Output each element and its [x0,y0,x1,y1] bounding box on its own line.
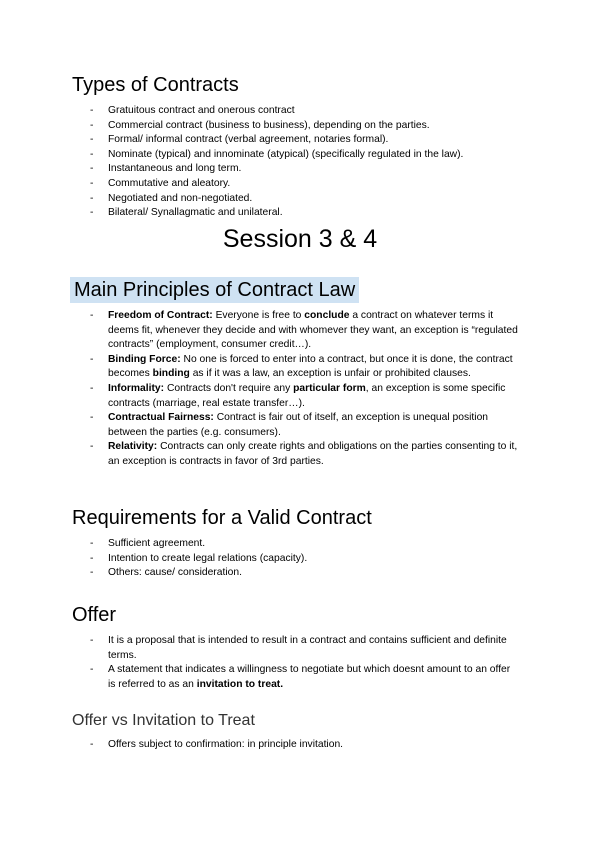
requirements-heading: Requirements for a Valid Contract [72,507,372,529]
principle-text: Contract is fair out of itself, an exception is unequal position between the parties (e.g. consumers). [108,412,489,438]
principle-text: Contracts can only create rights and obligations on the parties consenting to it, an exception is contracts in favor of 3rd parties. [108,441,518,467]
list-item [90,663,520,692]
list-item: - Instantaneous and long term. [90,162,520,177]
list-item [90,634,520,663]
principle-text: Everyone is free to [212,310,305,321]
principles-list [90,309,520,470]
requirements-list [90,537,520,581]
principle-term: Binding Force: [108,353,181,365]
principle-emphasis: conclude [304,310,350,321]
list-item: - Sufficient agreement. [90,537,520,552]
list-item [90,411,520,440]
principle-text: Contracts don't require any [164,382,294,394]
types-heading: Types of Contracts [72,74,239,96]
list-item: - Others: cause/ consideration. [90,566,520,581]
principle-text: a contract on whatever terms it deems fit, whenever they decide and with whomever they want, an exception is “regulated contracts” (employment, consumer credit…). [108,310,518,351]
offer-text: It is a proposal that is intended to result in a contract and contains sufficient and definite terms. [108,635,507,661]
types-list [90,104,520,221]
list-item: - Negotiated and non-negotiated. [90,192,520,207]
principle-text: as if it was a law, an exception is unfair or prohibited clauses. [189,368,471,380]
list-item [90,309,520,353]
offer-heading: Offer [72,604,117,626]
principles-heading [72,278,359,302]
list-item: - Gratuitous contract and onerous contract [90,104,520,119]
principle-term: Informality: [108,382,165,394]
principle-term: Freedom of Contract: [108,310,213,321]
list-item: - Bilateral/ Synallagmatic and unilateral. [90,206,520,221]
list-item: - Nominate (typical) and innominate (atypical) (specifically regulated in the law). [90,148,520,163]
offer-list [90,634,520,692]
offer-vs-heading: Offer vs Invitation to Treat [72,712,255,729]
list-item: - Commercial contract (business to business), depending on the parties. [90,119,520,134]
principle-emphasis: particular form [293,382,366,394]
list-item: - Formal/ informal contract (verbal agreement, notaries formal). [90,133,520,148]
list-item: - Intention to create legal relations (capacity). [90,552,520,567]
principle-term: Relativity: [108,441,158,453]
principle-text: No one is forced to enter into a contract, but once it is done, the contract becomes [108,353,513,380]
list-item [90,353,520,382]
list-item [90,440,520,469]
list-item: - Commutative and aleatory. [90,177,520,192]
session-title: Session 3 & 4 [222,225,378,253]
principle-emphasis: binding [152,368,190,380]
list-item: - Offers subject to confirmation: in principle invitation. [90,738,520,753]
offer-emphasis: invitation to treat. [196,678,284,690]
offer-vs-list [90,738,520,753]
principle-term: Contractual Fairness: [108,412,214,424]
list-item [90,382,520,411]
principle-text: , an exception is some specific contracts (marriage, real estate transfer…). [108,382,506,409]
offer-text: A statement that indicates a willingness to negotiate but which doesnt amount to an offer is referred to as an [108,664,511,690]
principles-heading-text: Main Principles of Contract Law [70,277,359,303]
